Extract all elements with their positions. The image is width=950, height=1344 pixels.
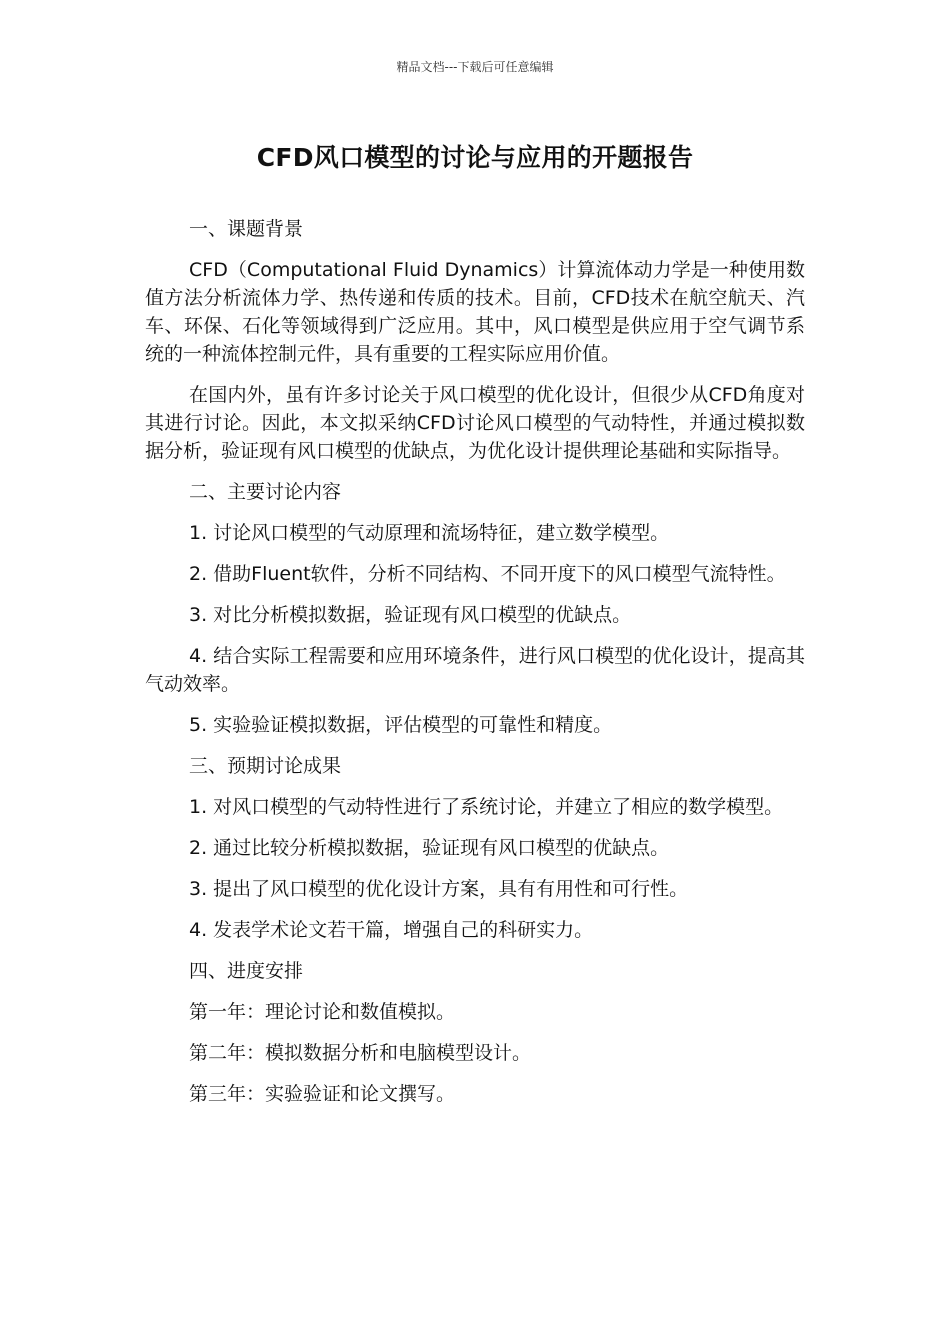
document-title: CFD风口模型的讨论与应用的开题报告 bbox=[256, 143, 694, 172]
list-item: 2. 通过比较分析模拟数据，验证现有风口模型的优缺点。 bbox=[189, 837, 670, 859]
schedule-item: 第三年：实验验证和论文撰写。 bbox=[189, 1083, 456, 1105]
header-note: 精品文档---下载后可任意编辑 bbox=[396, 60, 554, 74]
section-heading-schedule: 四、进度安排 bbox=[189, 960, 304, 982]
section-heading-expected-results: 三、预期讨论成果 bbox=[189, 755, 342, 777]
section-heading-main-content: 二、主要讨论内容 bbox=[189, 481, 342, 503]
list-item: 2. 借助Fluent软件，分析不同结构、不同开度下的风口模型气流特性。 bbox=[189, 563, 786, 585]
list-item: 4. 结合实际工程需要和应用环境条件，进行风口模型的优化设计，提高其气动效率。 bbox=[145, 645, 805, 695]
list-item: 1. 对风口模型的气动特性进行了系统讨论，并建立了相应的数学模型。 bbox=[189, 796, 784, 818]
list-item: 1. 讨论风口模型的气动原理和流场特征，建立数学模型。 bbox=[189, 522, 670, 544]
schedule-item: 第一年：理论讨论和数值模拟。 bbox=[189, 1001, 456, 1023]
section-heading-background: 一、课题背景 bbox=[189, 218, 304, 240]
paragraph-cfd-intro: CFD（Computational Fluid Dynamics）计算流体动力学是一种使用数值方法分析流体力学、热传递和传质的技术。目前，CFD技术在航空航天、汽车、环保、石化等领域得到广泛应用。其中，风口模型是供应用于空气调节系统的一种流体控制元件，具有重要的工程实际应用价值。 bbox=[145, 259, 805, 365]
list-item: 5. 实验验证模拟数据，评估模型的可靠性和精度。 bbox=[189, 714, 613, 736]
schedule-item: 第二年：模拟数据分析和电脑模型设计。 bbox=[189, 1042, 532, 1064]
list-item: 4. 发表学术论文若干篇，增强自己的科研实力。 bbox=[189, 919, 594, 941]
list-item: 3. 对比分析模拟数据，验证现有风口模型的优缺点。 bbox=[189, 604, 632, 626]
paragraph-research-status: 在国内外，虽有许多讨论关于风口模型的优化设计，但很少从CFD角度对其进行讨论。因此，本文拟采纳CFD讨论风口模型的气动特性，并通过模拟数据分析，验证现有风口模型的优缺点，为优化设计提供理论基础和实际指导。 bbox=[145, 384, 805, 462]
document-body bbox=[145, 215, 805, 1121]
list-item: 3. 提出了风口模型的优化设计方案，具有有用性和可行性。 bbox=[189, 878, 689, 900]
